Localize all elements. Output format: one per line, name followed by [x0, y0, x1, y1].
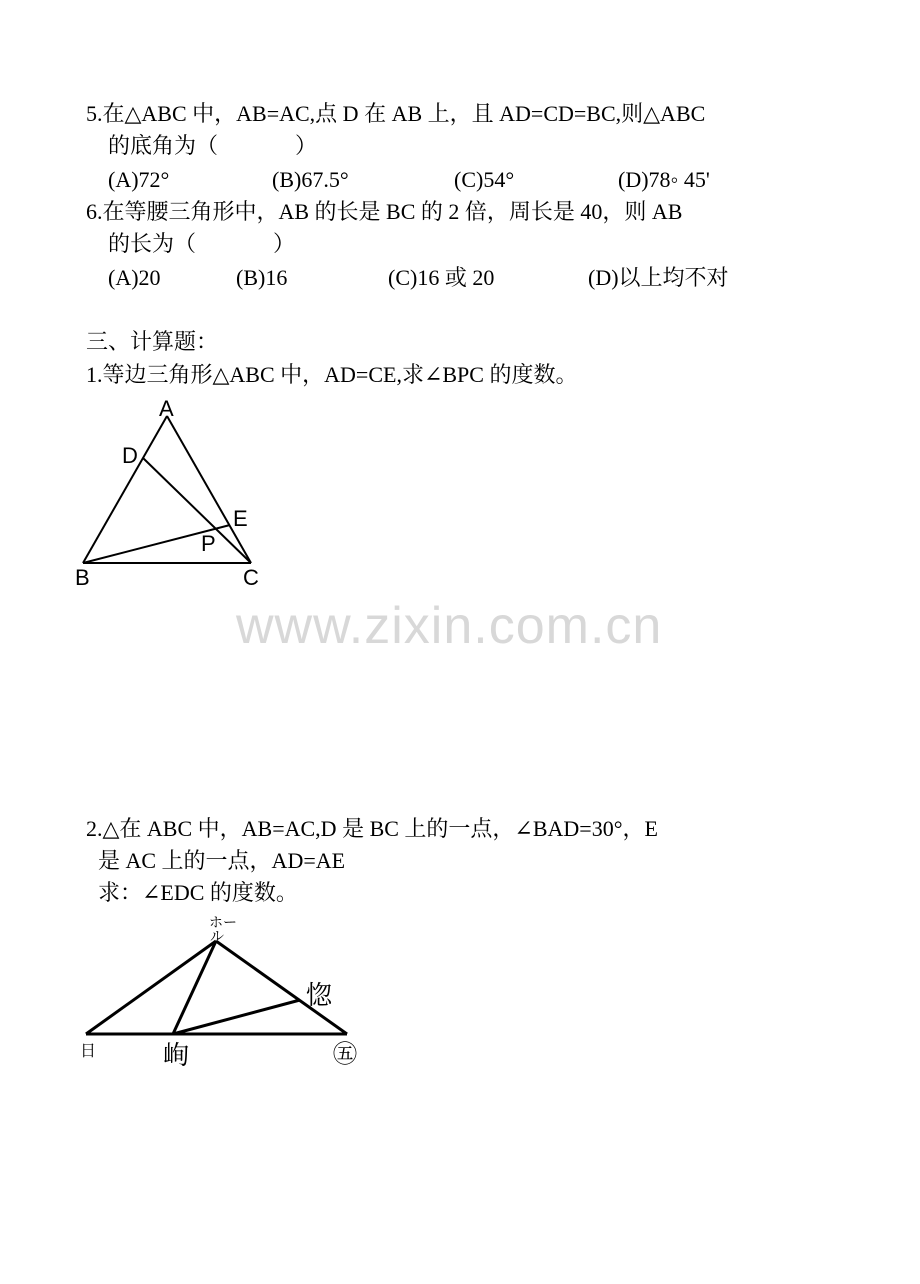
problem1-text: 1.等边三角形△ABC 中，AD=CE,求∠BPC 的度数。: [86, 362, 578, 387]
section-heading: 三、计算题：: [86, 329, 219, 354]
fig2-label-top: ホー: [209, 915, 237, 931]
fig1-label-b: B: [75, 565, 90, 590]
q5-option-d: (D)78◦ 45': [618, 167, 710, 192]
fig1-label-p: P: [201, 531, 216, 556]
problem2-line2: 是 AC 上的一点，AD=AE: [98, 848, 346, 873]
fig1-side-ab: [83, 416, 167, 563]
fig2-label-right: ㊄: [333, 1040, 357, 1068]
q6-option-b: (B)16: [236, 265, 288, 290]
fig2-label-e: 惚: [306, 981, 333, 1011]
fig2-label-bottom: 峋: [163, 1041, 190, 1071]
fig1-label-a: A: [159, 396, 174, 421]
fig2-label-top-2: ル: [210, 929, 224, 945]
fig1-label-c: C: [243, 565, 259, 590]
problem2-line1: 2.△在 ABC 中，AB=AC,D 是 BC 上的一点，∠BAD=30°，E: [86, 816, 658, 841]
q5-option-a: (A)72°: [108, 167, 170, 192]
watermark: www.zixin.com.cn: [236, 597, 663, 655]
q5-option-b: (B)67.5°: [272, 167, 349, 192]
q6-option-c: (C)16 或 20: [388, 265, 495, 290]
fig2-segment-de: [173, 1000, 300, 1034]
problem2-line3: 求：∠EDC 的度数。: [98, 880, 298, 905]
q6-line1: 6.在等腰三角形中，AB 的长是 BC 的 2 倍，周长是 40，则 AB: [86, 199, 683, 224]
q5-option-c: (C)54°: [454, 167, 515, 192]
q5-line2: 的底角为（ ）: [108, 133, 318, 158]
q6-option-d: (D)以上均不对: [588, 265, 729, 290]
fig2-label-left: 日: [80, 1041, 97, 1060]
fig1-label-e: E: [233, 506, 248, 531]
q5-line1: 5.在△ABC 中，AB=AC,点 D 在 AB 上，且 AD=CD=BC,则△ABC: [86, 101, 706, 126]
q6-line2: 的长为（ ）: [108, 231, 296, 256]
fig2-side-ab: [86, 941, 216, 1034]
fig1-label-d: D: [122, 443, 138, 468]
q6-option-a: (A)20: [108, 265, 161, 290]
